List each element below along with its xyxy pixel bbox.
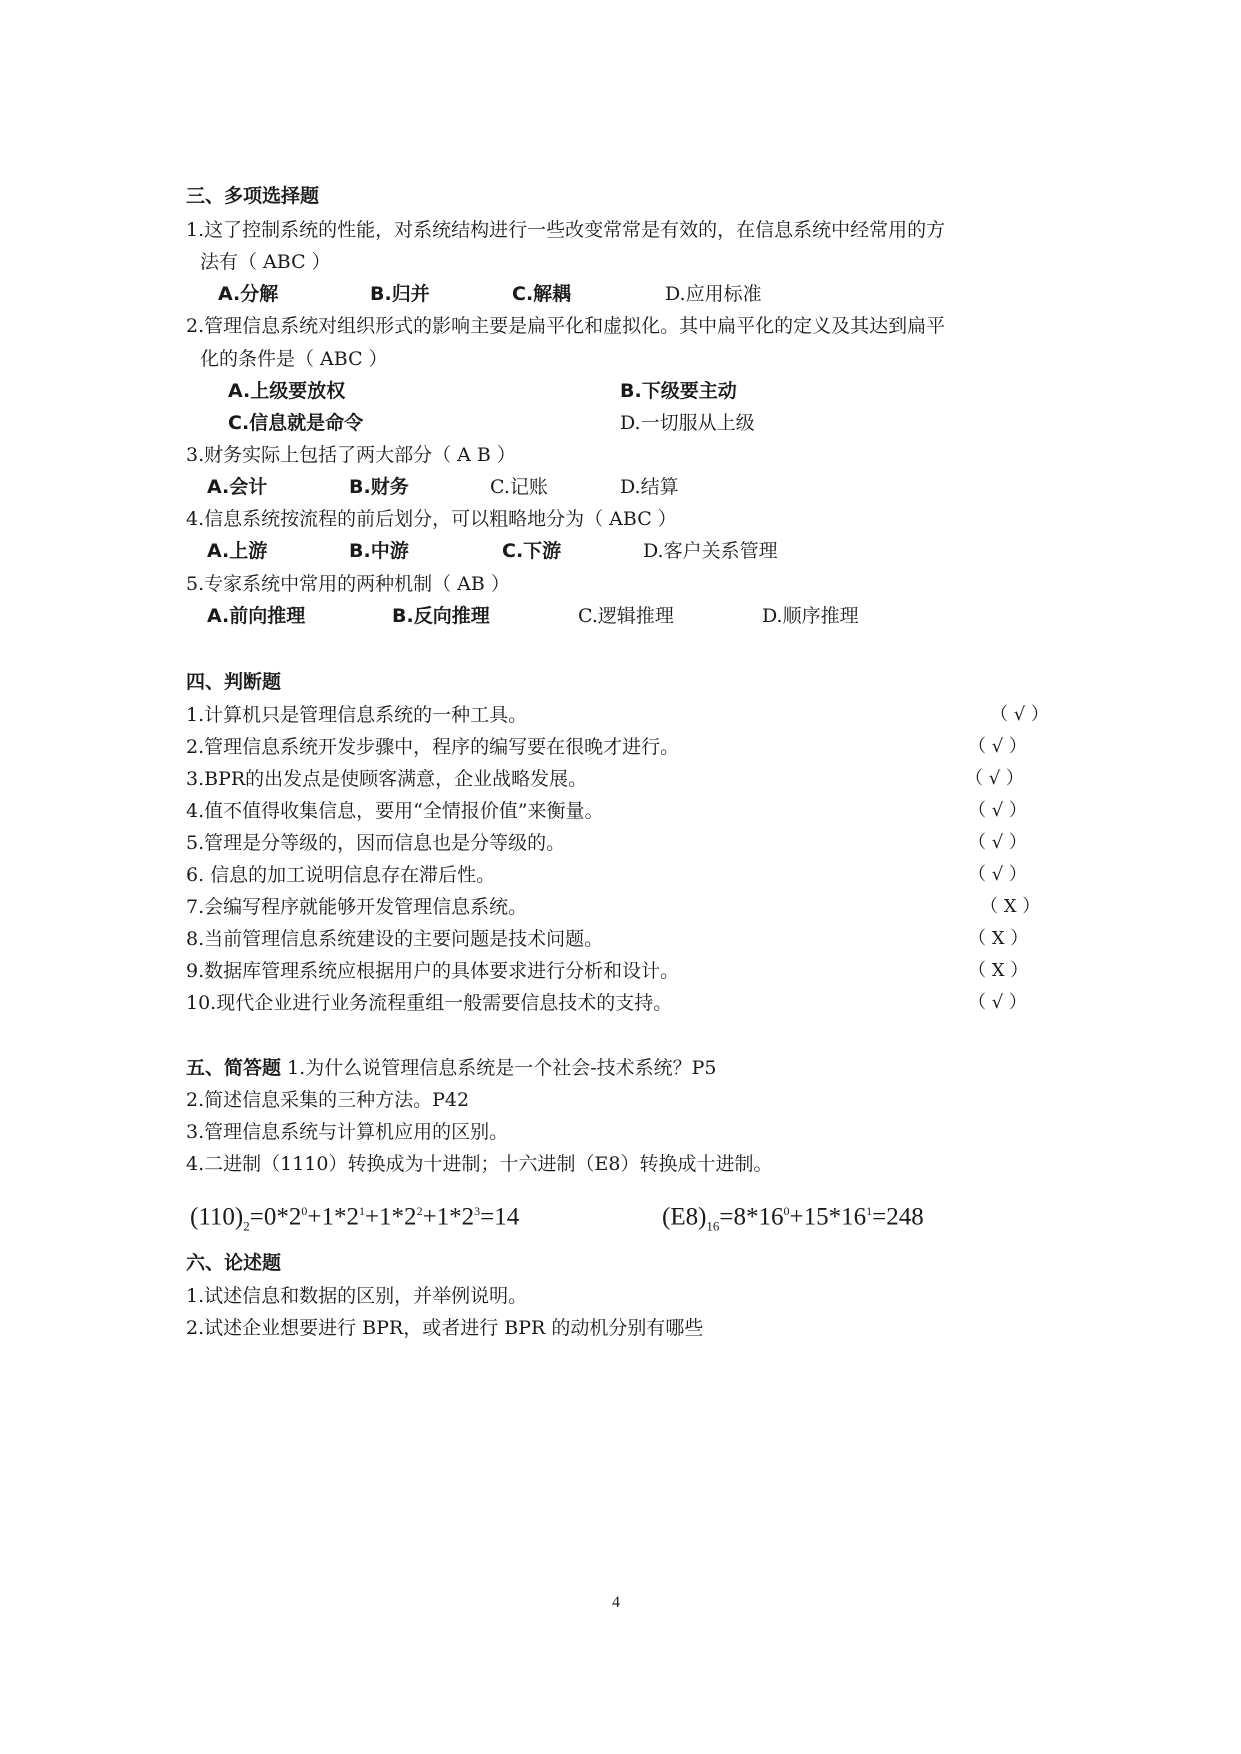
q1-option-d: D.应用标准: [665, 283, 762, 305]
question-4-line1: 4.信息系统按流程的前后划分，可以粗略地分为（ ABC ）: [186, 508, 677, 530]
tf-answer-3: （ √ ）: [965, 768, 1024, 789]
q5-option-c: C.逻辑推理: [578, 605, 674, 627]
question-5-line1: 5.专家系统中常用的两种机制（ AB ）: [186, 573, 510, 595]
formula1-term: +1*2: [364, 1203, 417, 1231]
formula2-exp: 1: [866, 1204, 873, 1218]
short-answer-q2: 2.简述信息采集的三种方法。P42: [186, 1089, 470, 1111]
formula2-base: (E8): [662, 1203, 707, 1231]
formula1-exp: 1: [358, 1204, 365, 1218]
formula1-exp: 3: [474, 1204, 481, 1218]
q3-option-c: C.记账: [490, 476, 548, 498]
q1-option-b: B.归并: [370, 283, 430, 305]
section-heading-short-answer: 五、简答题: [186, 1057, 282, 1079]
formula1-term: =0*2: [249, 1203, 302, 1231]
formula2-term: =8*16: [719, 1203, 784, 1231]
q3-option-b: B.财务: [349, 476, 409, 498]
tf-answer-5: （ √ ）: [968, 832, 1027, 853]
q2-option-b: B.下级要主动: [620, 380, 737, 402]
section-heading-essay: 六、论述题: [186, 1252, 282, 1274]
tf-item-4: 4.值不值得收集信息，要用“全情报价值”来衡量。: [186, 800, 604, 822]
tf-answer-2: （ √ ）: [968, 736, 1027, 757]
short-answer-q4: 4.二进制（1110）转换成为十进制；十六进制（E8）转换成十进制。: [186, 1153, 773, 1175]
tf-item-8: 8.当前管理信息系统建设的主要问题是技术问题。: [186, 928, 604, 950]
essay-q2: 2.试述企业想要进行 BPR，或者进行 BPR 的动机分别有哪些: [186, 1317, 704, 1339]
tf-answer-6: （ √ ）: [968, 864, 1027, 885]
short-answer-q3: 3.管理信息系统与计算机应用的区别。: [186, 1121, 509, 1143]
formula1-term: +1*2: [422, 1203, 475, 1231]
question-2-line1: 2.管理信息系统对组织形式的影响主要是扁平化和虚拟化。其中扁平化的定义及其达到扁平: [186, 315, 946, 337]
formula2-subscript: 16: [706, 1218, 720, 1234]
q4-option-b: B.中游: [349, 540, 409, 562]
binary-conversion-formula: [190, 1196, 519, 1241]
tf-item-10: 10.现代企业进行业务流程重组一般需要信息技术的支持。: [186, 992, 673, 1014]
q4-option-a: A.上游: [207, 540, 268, 562]
tf-item-2: 2.管理信息系统开发步骤中，程序的编写要在很晚才进行。: [186, 736, 680, 758]
q1-option-c: C.解耦: [512, 283, 572, 305]
short-answer-first-line: [186, 1056, 716, 1080]
tf-item-6: 6. 信息的加工说明信息存在滞后性。: [186, 864, 496, 886]
q2-option-a: A.上级要放权: [228, 380, 346, 402]
q3-option-d: D.结算: [620, 476, 679, 498]
q2-option-c: C.信息就是命令: [228, 412, 364, 434]
formula2-term: +15*16: [789, 1203, 867, 1231]
formula1-term: +1*2: [307, 1203, 359, 1231]
hex-conversion-formula: [662, 1196, 924, 1241]
q3-option-a: A.会计: [207, 476, 268, 498]
short-answer-q1: 1.为什么说管理信息系统是一个社会-技术系统？P5: [287, 1057, 717, 1079]
question-2-line2: 化的条件是（ ABC ）: [200, 348, 388, 370]
formula1-exp: 2: [416, 1204, 423, 1218]
question-1-line2: 法有（ ABC ）: [200, 251, 331, 273]
formula1-subscript: 2: [243, 1218, 250, 1234]
formula2-result: =248: [872, 1203, 924, 1231]
tf-item-9: 9.数据库管理系统应根据用户的具体要求进行分析和设计。: [186, 960, 680, 982]
tf-item-1: 1.计算机只是管理信息系统的一种工具。: [186, 704, 528, 726]
tf-answer-1: （ √ ）: [990, 704, 1049, 725]
section-heading-true-false: 四、判断题: [186, 671, 282, 693]
question-3-line1: 3.财务实际上包括了两大部分（ A B ）: [186, 444, 516, 466]
tf-answer-9: （ X ）: [968, 960, 1029, 981]
tf-answer-8: （ X ）: [968, 928, 1029, 949]
q5-option-d: D.顺序推理: [762, 605, 859, 627]
tf-item-5: 5.管理是分等级的，因而信息也是分等级的。: [186, 832, 566, 854]
tf-item-3: 3.BPR的出发点是使顾客满意，企业战略发展。: [186, 768, 588, 790]
essay-q1: 1.试述信息和数据的区别，并举例说明。: [186, 1285, 528, 1307]
q1-option-a: A.分解: [218, 283, 279, 305]
q4-option-d: D.客户关系管理: [643, 540, 778, 562]
tf-answer-10: （ √ ）: [968, 992, 1027, 1013]
formula2-exp: 0: [783, 1204, 790, 1218]
page-number: 4: [612, 1594, 620, 1611]
question-1-line1: 1.这了控制系统的性能，对系统结构进行一些改变常常是有效的，在信息系统中经常用的方: [186, 219, 946, 241]
q2-option-d: D.一切服从上级: [620, 412, 755, 434]
formula1-result: =14: [480, 1203, 520, 1231]
tf-answer-7: （ X ）: [980, 896, 1041, 917]
formula1-base: (110): [190, 1203, 244, 1231]
tf-answer-4: （ √ ）: [968, 800, 1027, 821]
formula1-exp: 0: [301, 1204, 308, 1218]
q5-option-a: A.前向推理: [207, 605, 306, 627]
q5-option-b: B.反向推理: [392, 605, 490, 627]
q4-option-c: C.下游: [502, 540, 562, 562]
tf-item-7: 7.会编写程序就能够开发管理信息系统。: [186, 896, 528, 918]
section-heading-multiple-choice: 三、多项选择题: [186, 185, 320, 207]
